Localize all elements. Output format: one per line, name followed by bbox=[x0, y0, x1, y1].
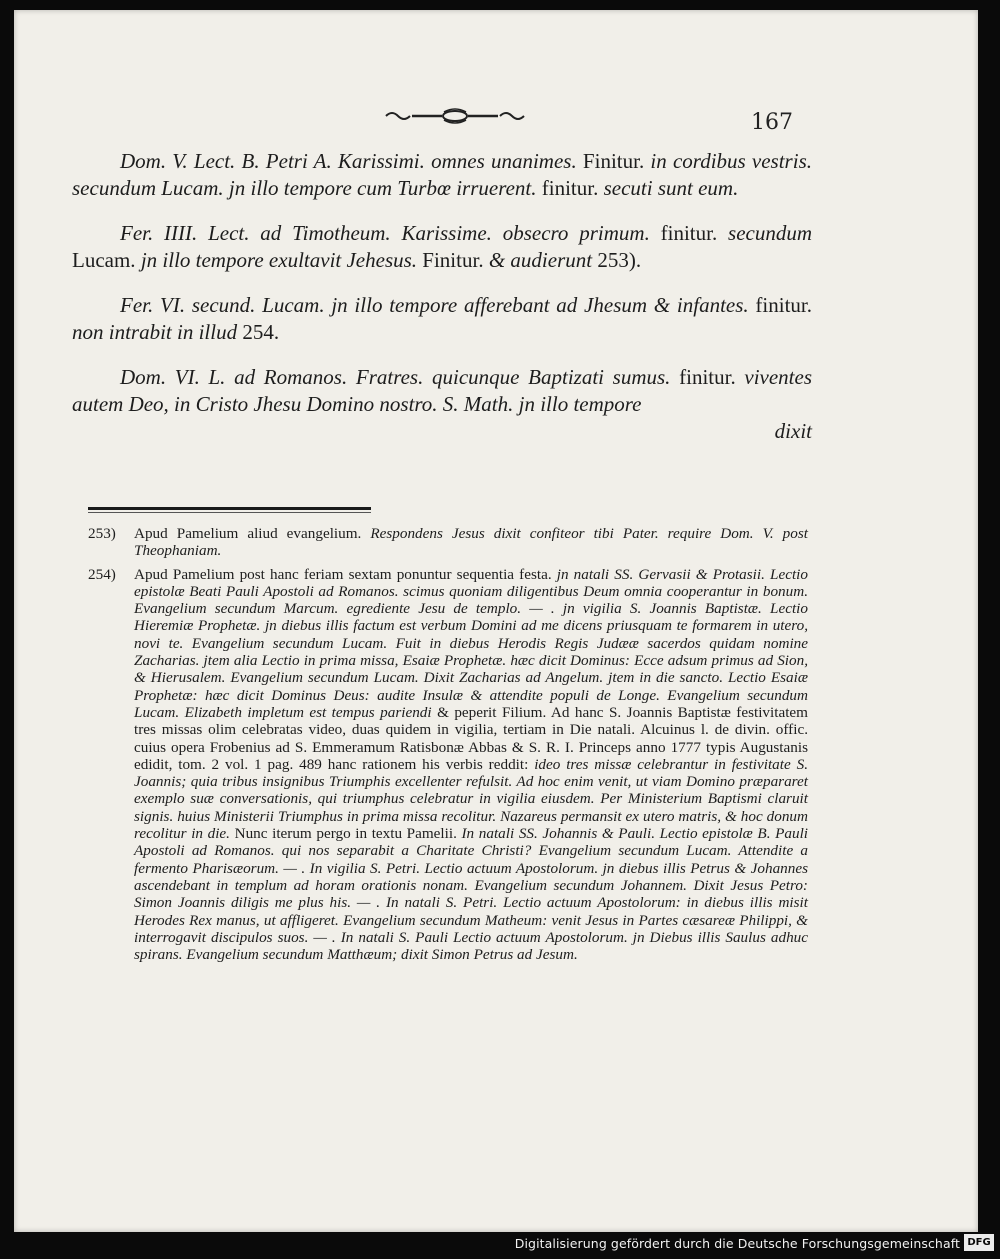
paragraph-fer-vi bbox=[72, 292, 812, 346]
text-segment: ideo tres missæ celebrantur in festivitate S. Joannis; quia tribus insignibus Triumphis excellenter refulsit. Ad hoc enim venit, ut viam Domino præpararet exemplo suæ conversationis, qui triumphus celebratur in vigilia eiusdem. Per Ministerium Baptismi claruit signis. huius Ministerii Triumphus in prima missa recolitur. Nazareus permansit ex utero matris, & hoc donum recolitur in die. bbox=[134, 755, 808, 843]
footnote-mark: 254) bbox=[88, 565, 116, 583]
text-segment: Finitur. bbox=[576, 149, 651, 173]
text-segment: in cordibus vestris. secundum Lucam. jn illo tempore cum Turbœ irruerent. bbox=[72, 149, 812, 200]
text-segment: secundum bbox=[728, 221, 813, 245]
page-number: 167 bbox=[751, 110, 793, 135]
catchword: dixit bbox=[774, 419, 812, 443]
paragraph-dom-vi bbox=[72, 364, 812, 418]
text-segment: jn illo tempore exultavit Jehesus. bbox=[140, 248, 418, 272]
text-segment: finitur. bbox=[536, 176, 604, 200]
text-segment: Nunc iterum pergo in textu Pamelii. bbox=[229, 825, 462, 843]
paragraph-fer-iiii bbox=[72, 220, 812, 274]
text-segment: viventes autem Deo, in Cristo Jhesu Domino nostro. S. Math. jn illo tempore bbox=[72, 365, 812, 416]
footnote-mark: 253) bbox=[88, 525, 116, 542]
text-segment: finitur. bbox=[670, 365, 745, 389]
text-segment: jn natali SS. Gervasii & Protasii. Lectio epistolæ Beati Pauli Apostoli ad Romanos. scimus quoniam diligentibus Deum omnia cooperantur in bonum. Evangelium secundum Marcum. egrediente Jesu de templo. — . jn vigilia S. Joannis Baptistæ. Lectio Hieremiæ Prophetæ. jn diebus illis factum est verbum Domini ad me dicens priusquam te formarem in utero, novi te. Evangelium secundum Lucam. Fuit in diebus Herodis Regis Judææ sacerdos quidam nomine Zacharias. jtem alia Lectio in prima missa, Esaiæ Prophetæ. hæc dicit Dominus: Ecce adsum primus ad Sion, & Hierusalem. Evangelium secundum Lucam. Dixit Zacharias ad Angelum. jtem in die sancto. Lectio Esaiæ Prophetæ: hæc dicit Dominus Deus: audite Insulæ & attendite populi de Longe. Evangelium secundum Lucam. Elizabeth impletum est tempus pariendi bbox=[134, 565, 808, 721]
text-segment: Finitur. bbox=[417, 248, 489, 272]
text-segment: finitur. bbox=[649, 221, 729, 245]
text-segment: secuti sunt eum. bbox=[603, 176, 739, 200]
footnote-254 bbox=[88, 566, 808, 964]
text-segment: Apud Pamelium aliud evangelium. bbox=[134, 525, 371, 542]
text-segment: Dom. V. Lect. B. Petri A. Karissimi. omnes unanimes. bbox=[120, 149, 577, 173]
scanned-page bbox=[14, 10, 978, 1232]
ornament-divider bbox=[382, 106, 528, 126]
main-text bbox=[72, 148, 812, 445]
text-segment: In natali SS. Johannis & Pauli. Lectio epistolæ B. Pauli Apostoli ad Romanos. qui nos separabit a Charitate Christi? Evangelium secundum Lucam. Attendite a fermento Pharisæorum. — . In vigilia S. Petri. Lectio actuum Apostolorum. jn diebus illis Petrus & Johannes ascendebant in templum ad horam orationis nonam. Evangelium secundum Johannem. Dixit Jesus Petro: Simon Joannis diligis me plus his. — . In natali S. Petri. Lectio actuum Apostolorum: in diebus illis misit Herodes Rex manus, ut affligeret. Evangelium secundum Matheum: venit Jesus in Partes cæsareæ Philippi, & interrogavit discipulos suos. — . In natali S. Pauli Lectio actuum Apostolorum. jn Diebus illis Saulus adhuc spirans. Evangelium secundum Matthæum; dixit Simon Petrus ad Jesum. bbox=[134, 825, 809, 964]
text-segment: Dom. VI. L. ad Romanos. Fratres. quicunque Baptizati sumus. bbox=[120, 365, 671, 389]
digitization-credit: Digitalisierung gefördert durch die Deutsche Forschungsgemeinschaft bbox=[514, 1236, 960, 1251]
footnote-rule bbox=[88, 507, 371, 510]
text-segment: finitur. bbox=[748, 293, 812, 317]
dfg-logo: DFG bbox=[964, 1234, 994, 1251]
paragraph-dom-v bbox=[72, 148, 812, 202]
text-segment: Respondens Jesus dixit confiteor tibi Pater. require Dom. V. post Theophaniam. bbox=[134, 525, 808, 560]
text-segment: & audierunt bbox=[488, 248, 593, 272]
text-segment: Fer. VI. secund. Lucam. jn illo tempore afferebant ad Jhesum & infantes. bbox=[120, 293, 749, 317]
footnotes bbox=[88, 525, 808, 969]
text-segment: Apud Pamelium post hanc feriam sextam ponuntur sequentia festa. bbox=[134, 565, 557, 583]
text-segment: & peperit Filium. Ad hanc S. Joannis Baptistæ festivitatem tres missas olim celebratas video, duas quidem in vigilia, tertiam in Die natali. Alcuinus l. de divin. offic. cuius opera Frobenius ad S. Emmeramum Ratisbonæ Abbas & S. R. I. Princeps anno 1777 typis Augustanis edidit, tom. 2 vol. 1 pag. 489 hanc rationem his verbis reddit: bbox=[134, 703, 808, 773]
text-segment: Fer. IIII. Lect. ad Timotheum. Karissime. obsecro primum. bbox=[120, 221, 650, 245]
footnote-253 bbox=[88, 525, 808, 560]
footnote-ref: 254. bbox=[237, 320, 280, 344]
footnote-ref: 253). bbox=[592, 248, 642, 272]
text-segment: Lucam. bbox=[72, 248, 141, 272]
text-segment: non intrabit in illud bbox=[72, 320, 238, 344]
